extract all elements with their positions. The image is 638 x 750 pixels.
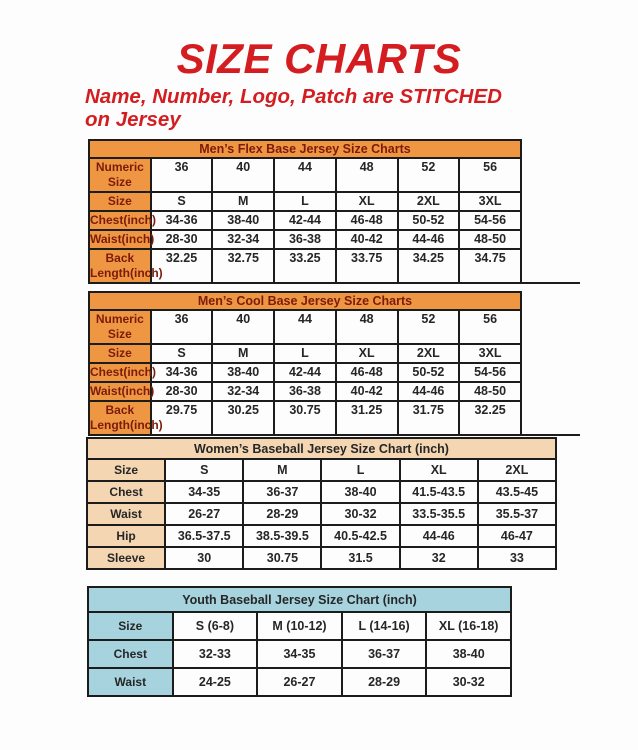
size-value-cell: 38.5-39.5	[243, 525, 321, 547]
size-value-cell: 2XL	[478, 459, 556, 481]
table-title-row	[89, 140, 521, 158]
size-value-cell: 30-32	[426, 668, 511, 696]
size-value-cell: 26-27	[257, 668, 342, 696]
size-value-cell: XL	[400, 459, 478, 481]
size-value-cell: M (10-12)	[257, 612, 342, 640]
size-value-cell: L	[321, 459, 399, 481]
size-value-cell: 28-29	[342, 668, 427, 696]
size-value-cell: 35.5-37	[478, 503, 556, 525]
size-value-cell: 54-56	[459, 211, 521, 230]
size-value-cell: 48-50	[459, 230, 521, 249]
row-label: Waist	[88, 668, 173, 696]
size-value-cell: 43.5-45	[478, 481, 556, 503]
table-row	[89, 344, 521, 363]
size-value-cell: L (14-16)	[342, 612, 427, 640]
size-value-cell: M	[212, 192, 274, 211]
size-value-cell: 56	[459, 158, 521, 192]
size-value-cell: 34-36	[151, 363, 213, 382]
size-value-cell: 36	[151, 310, 213, 344]
size-value-cell: 44	[274, 158, 336, 192]
size-value-cell: L	[274, 192, 336, 211]
size-value-cell: XL (16-18)	[426, 612, 511, 640]
row-label: Waist(inch)	[89, 230, 151, 249]
table-row	[89, 211, 521, 230]
size-value-cell: 30.25	[212, 401, 274, 435]
subtitle-line-1: Name, Number, Logo, Patch are STITCHED	[85, 85, 502, 108]
size-value-cell: 26-27	[165, 503, 243, 525]
table-row	[89, 158, 521, 192]
size-value-cell: 28-29	[243, 503, 321, 525]
table-row	[89, 363, 521, 382]
size-value-cell: 32-34	[212, 382, 274, 401]
size-value-cell: 33.75	[336, 249, 398, 283]
size-value-cell: 40-42	[336, 230, 398, 249]
size-value-cell: 29.75	[151, 401, 213, 435]
table-row	[88, 668, 511, 696]
table-row	[88, 640, 511, 668]
size-value-cell: 33	[478, 547, 556, 569]
size-value-cell: 40-42	[336, 382, 398, 401]
size-value-cell: 30.75	[274, 401, 336, 435]
size-value-cell: 34-36	[151, 211, 213, 230]
row-label: Back Length(inch)	[89, 249, 151, 283]
size-value-cell: 52	[398, 310, 460, 344]
row-label: Size	[88, 612, 173, 640]
size-value-cell: 40.5-42.5	[321, 525, 399, 547]
size-value-cell: 38-40	[426, 640, 511, 668]
size-value-cell: 36.5-37.5	[165, 525, 243, 547]
size-value-cell: 34-35	[257, 640, 342, 668]
size-value-cell: 56	[459, 310, 521, 344]
size-value-cell: XL	[336, 344, 398, 363]
size-value-cell: L	[274, 344, 336, 363]
row-label: Sleeve	[87, 547, 165, 569]
size-value-cell: 32.25	[151, 249, 213, 283]
size-value-cell: 36	[151, 158, 213, 192]
row-label: Size	[89, 344, 151, 363]
size-value-cell: 48-50	[459, 382, 521, 401]
size-value-cell: 33.5-35.5	[400, 503, 478, 525]
size-value-cell: 34.25	[398, 249, 460, 283]
row-label: Size	[89, 192, 151, 211]
table-title-row	[89, 292, 521, 310]
table-title: Men’s Flex Base Jersey Size Charts	[89, 140, 521, 158]
row-label: Waist	[87, 503, 165, 525]
size-value-cell: 46-48	[336, 363, 398, 382]
womens-baseball-size-table	[86, 437, 557, 570]
table-row	[87, 459, 556, 481]
size-value-cell: 44	[274, 310, 336, 344]
size-value-cell: 28-30	[151, 230, 213, 249]
table-row	[89, 310, 521, 344]
row-label: Waist(inch)	[89, 382, 151, 401]
size-value-cell: 2XL	[398, 344, 460, 363]
size-value-cell: M	[243, 459, 321, 481]
size-value-cell: 32-33	[173, 640, 258, 668]
subtitle-line-2: on Jersey	[85, 108, 181, 131]
size-value-cell: 32-34	[212, 230, 274, 249]
size-value-cell: 44-46	[398, 382, 460, 401]
size-value-cell: S	[151, 192, 213, 211]
table-bottom-rule	[88, 282, 580, 284]
size-value-cell: 31.25	[336, 401, 398, 435]
size-value-cell: 50-52	[398, 211, 460, 230]
mens-cool-base-size-table	[88, 291, 522, 436]
row-label: Chest	[87, 481, 165, 503]
size-value-cell: 32	[400, 547, 478, 569]
table-row	[87, 481, 556, 503]
table-row	[89, 382, 521, 401]
size-value-cell: 38-40	[212, 211, 274, 230]
size-value-cell: 48	[336, 158, 398, 192]
size-value-cell: 24-25	[173, 668, 258, 696]
size-value-cell: S	[151, 344, 213, 363]
row-label: Numeric Size	[89, 158, 151, 192]
mens-flex-base-size-table	[88, 139, 522, 284]
size-value-cell: 32.25	[459, 401, 521, 435]
table-row	[87, 525, 556, 547]
row-label: Hip	[87, 525, 165, 547]
size-table-grid	[87, 586, 512, 697]
size-value-cell: 34.75	[459, 249, 521, 283]
row-label: Chest(inch)	[89, 211, 151, 230]
size-value-cell: 38-40	[212, 363, 274, 382]
size-table-grid	[86, 437, 557, 570]
table-row	[89, 230, 521, 249]
table-row	[89, 192, 521, 211]
row-label: Back Length(inch)	[89, 401, 151, 435]
size-value-cell: 32.75	[212, 249, 274, 283]
table-title-row	[88, 587, 511, 612]
size-value-cell: 50-52	[398, 363, 460, 382]
size-value-cell: 54-56	[459, 363, 521, 382]
size-value-cell: 3XL	[459, 192, 521, 211]
size-value-cell: 36-37	[243, 481, 321, 503]
size-value-cell: 42-44	[274, 363, 336, 382]
size-value-cell: 46-48	[336, 211, 398, 230]
size-value-cell: 38-40	[321, 481, 399, 503]
size-value-cell: S (6-8)	[173, 612, 258, 640]
size-value-cell: M	[212, 344, 274, 363]
size-value-cell: 40	[212, 310, 274, 344]
size-value-cell: 46-47	[478, 525, 556, 547]
size-table-grid	[88, 291, 522, 436]
size-value-cell: XL	[336, 192, 398, 211]
table-row	[87, 503, 556, 525]
size-value-cell: 31.5	[321, 547, 399, 569]
size-value-cell: 44-46	[398, 230, 460, 249]
size-value-cell: 36-38	[274, 382, 336, 401]
table-title: Youth Baseball Jersey Size Chart (inch)	[88, 587, 511, 612]
size-value-cell: 30.75	[243, 547, 321, 569]
size-value-cell: S	[165, 459, 243, 481]
size-value-cell: 52	[398, 158, 460, 192]
table-title: Men’s Cool Base Jersey Size Charts	[89, 292, 521, 310]
table-row	[87, 547, 556, 569]
size-value-cell: 44-46	[400, 525, 478, 547]
youth-baseball-size-table	[87, 586, 512, 697]
size-value-cell: 3XL	[459, 344, 521, 363]
size-value-cell: 41.5-43.5	[400, 481, 478, 503]
page-subtitle	[85, 85, 565, 131]
size-value-cell: 33.25	[274, 249, 336, 283]
size-value-cell: 30	[165, 547, 243, 569]
table-title-row	[87, 438, 556, 459]
page-title: SIZE CHARTS	[176, 35, 462, 82]
size-value-cell: 34-35	[165, 481, 243, 503]
size-value-cell: 36-37	[342, 640, 427, 668]
table-bottom-rule	[88, 434, 580, 436]
table-row	[89, 401, 521, 435]
size-value-cell: 28-30	[151, 382, 213, 401]
table-title: Women’s Baseball Jersey Size Chart (inch)	[87, 438, 556, 459]
table-row	[88, 612, 511, 640]
size-value-cell: 2XL	[398, 192, 460, 211]
size-value-cell: 36-38	[274, 230, 336, 249]
size-value-cell: 48	[336, 310, 398, 344]
table-row	[89, 249, 521, 283]
row-label: Size	[87, 459, 165, 481]
size-value-cell: 42-44	[274, 211, 336, 230]
size-value-cell: 30-32	[321, 503, 399, 525]
row-label: Chest	[88, 640, 173, 668]
size-value-cell: 31.75	[398, 401, 460, 435]
row-label: Chest(inch)	[89, 363, 151, 382]
size-table-grid	[88, 139, 522, 284]
row-label: Numeric Size	[89, 310, 151, 344]
size-value-cell: 40	[212, 158, 274, 192]
